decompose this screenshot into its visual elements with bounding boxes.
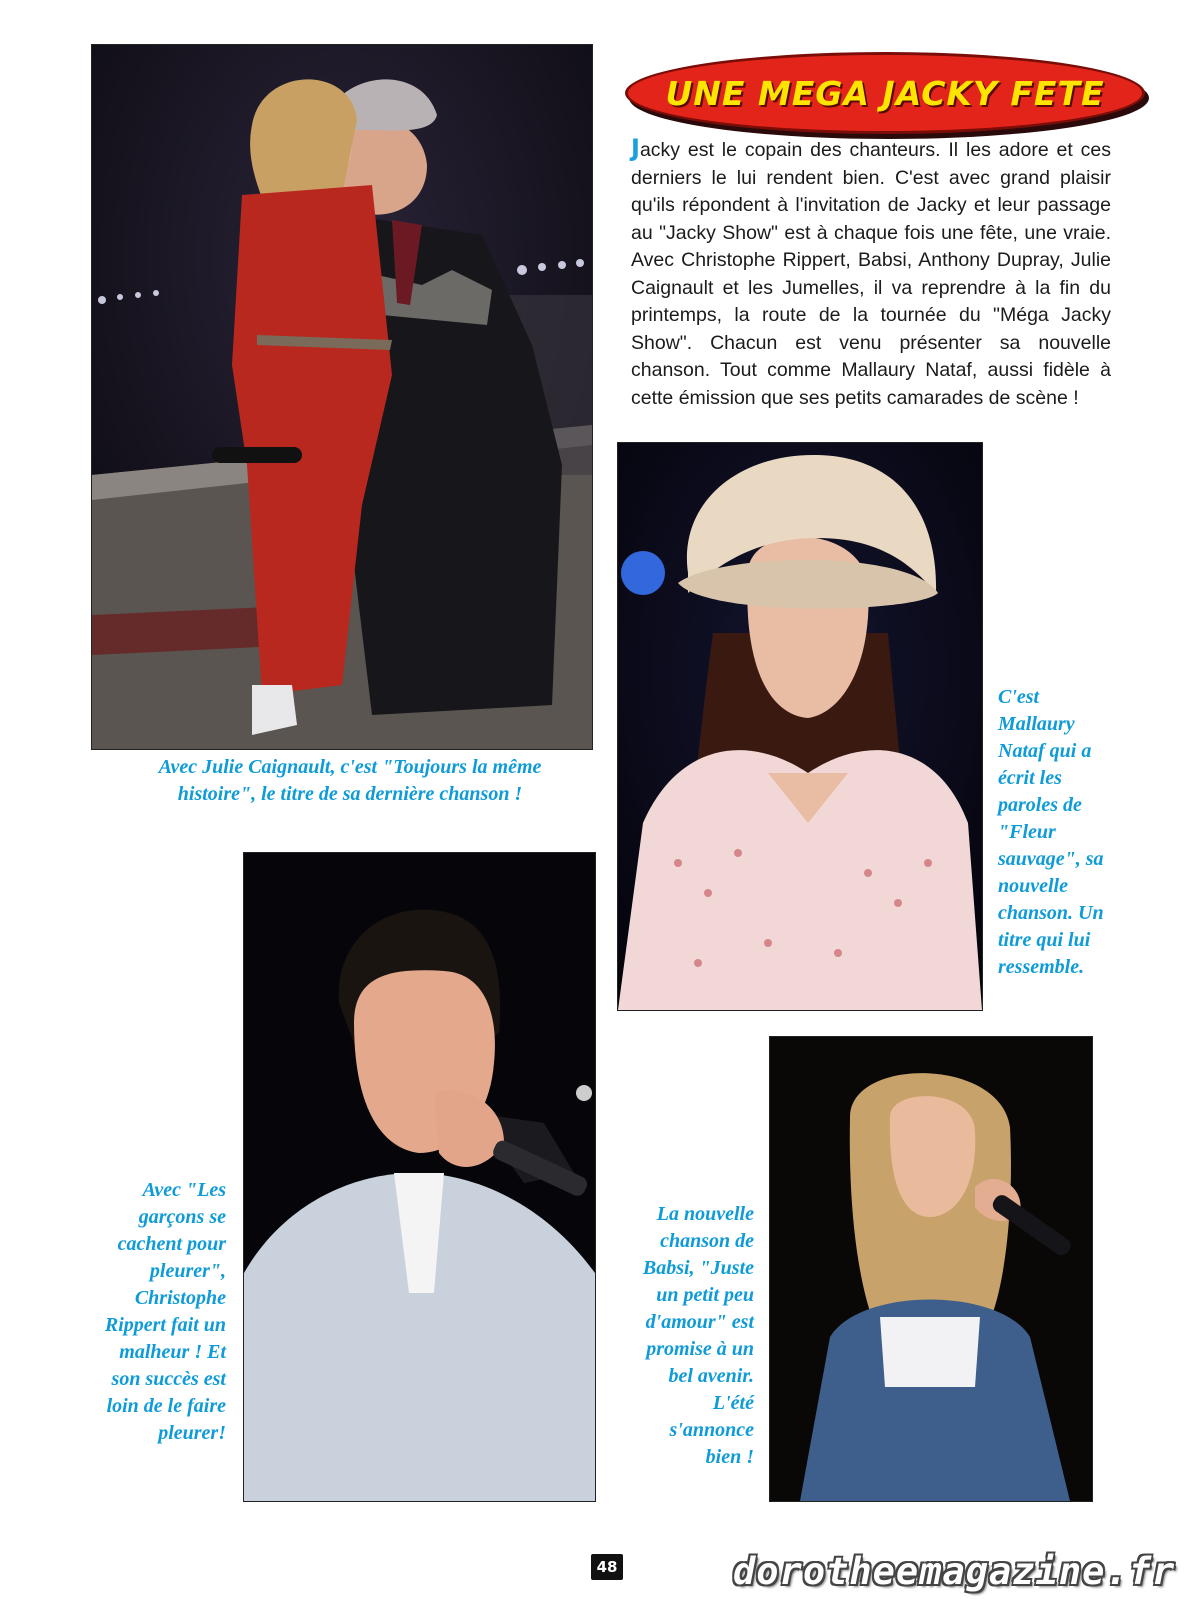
article-title-banner [625,52,1145,134]
caption-mallaury: C'est Mallaury Nataf qui a écrit les paroles de "Fleur sauvage", sa nouvelle chanson. Un titre qui lui ressemble. [998,686,1104,978]
intro-paragraph [631,135,1111,412]
photo-babsi [769,1036,1093,1502]
caption-julie: Avec Julie Caignault, c'est "Toujours la même histoire", le titre de sa dernière chanson ! [158,756,542,805]
caption-babsi: La nouvelle chanson de Babsi, "Juste un petit peu d'amour" est promise à un bel avenir. L'été s'annonce bien ! [642,1203,754,1468]
page-number: 48 [591,1554,623,1580]
drop-cap: J [631,134,640,162]
caption-christophe: Avec "Les garçons se cachent pour pleurer", Christophe Rippert fait un malheur ! Et son succès est loin de le faire pleurer! [104,1179,226,1444]
photo-christophe-rippert [243,852,596,1502]
photo-mallaury-nataf [617,442,983,1011]
article-title: UNE MEGA JACKY FETE [665,73,1105,113]
site-watermark: dorotheemagazine.fr [733,1550,1176,1593]
intro-text: acky est le copain des chanteurs. Il les adore et ces derniers le lui rendent bien. C'est avec grand plaisir qu'ils répondent à l'invitation de Jacky et leur passage au "Jacky Show" est à chaque fois une fête, une vraie. Avec Christophe Rippert, Babsi, Anthony Dupray, Julie Caignault et les Jumelles, il va reprendre à la fin du printemps, la route de la tournée du "Méga Jacky Show". Chacun est venu présenter sa nouvelle chanson. Tout comme Mallaury Nataf, aussi fidèle à cette émission que ses petits camarades de scène ! [631,139,1111,409]
photo-julie-caignault-jacky [91,44,593,750]
